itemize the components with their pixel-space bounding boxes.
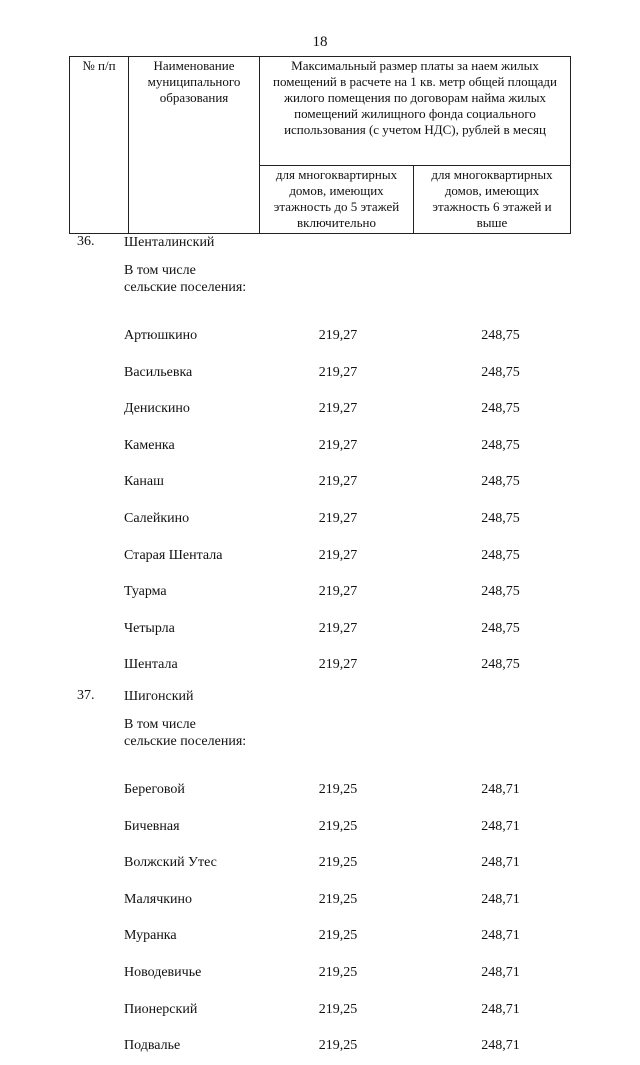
table-row: [69, 882, 570, 919]
table-row: [69, 538, 570, 575]
table-row: [69, 772, 570, 809]
settlement-name: Волжский Утес: [124, 855, 217, 871]
price-up-to-5-floors: 219,27: [318, 328, 358, 343]
header-sub-col-2: для многоквартирных домов, имеющих этажность 6 этажей и выше: [414, 166, 571, 234]
table-row: [69, 845, 570, 882]
price-up-to-5-floors: 219,27: [318, 620, 358, 636]
price-up-to-5-floors: 219,25: [318, 964, 358, 980]
settlement-name: Береговой: [124, 781, 185, 797]
page-number: 18: [312, 34, 328, 50]
district-row: [69, 234, 570, 258]
table-row: [69, 992, 570, 1029]
table-row: [69, 1028, 570, 1065]
district-number: 37.: [77, 687, 95, 703]
price-6-floors-and-above: 248,71: [481, 964, 520, 980]
table-row: [69, 391, 570, 428]
settlement-name: Пионерский: [124, 1001, 198, 1017]
price-up-to-5-floors: 219,27: [318, 401, 358, 417]
settlement-name: Канаш: [124, 474, 164, 490]
price-up-to-5-floors: 219,25: [318, 1038, 358, 1054]
settlement-name: Муранка: [124, 928, 177, 944]
price-6-floors-and-above: 248,71: [481, 891, 520, 907]
settlement-name: Бичевная: [124, 818, 180, 834]
table-row: [69, 355, 570, 392]
settlement-name: Шентала: [124, 657, 178, 673]
price-up-to-5-floors: 219,27: [318, 364, 358, 380]
header-col-price: Максимальный размер платы за наем жилых помещений в расчете на 1 кв. метр общей площади жилого помещения по договорам найма жилых помещений жилищного фонда социального использования (с учетом НДС), рублей в месяц: [260, 57, 571, 166]
settlement-name: Денискино: [124, 401, 190, 417]
table-row: [69, 318, 570, 355]
table-row: [69, 428, 570, 465]
price-up-to-5-floors: 219,27: [318, 657, 358, 673]
price-6-floors-and-above: 248,75: [481, 620, 520, 636]
price-6-floors-and-above: 248,71: [481, 1001, 520, 1017]
price-6-floors-and-above: 248,75: [481, 364, 520, 380]
price-up-to-5-floors: 219,25: [318, 891, 358, 907]
price-6-floors-and-above: 248,75: [481, 401, 520, 417]
subheading-text: В том числе сельские поселения:: [124, 263, 247, 295]
table-row: [69, 611, 570, 648]
settlement-name: Салейкино: [124, 510, 190, 526]
subheading-row: [69, 258, 570, 318]
table-row: [69, 809, 570, 846]
subheading-row: [69, 712, 570, 772]
district-name: Шигонский: [124, 688, 194, 704]
price-6-floors-and-above: 248,75: [481, 474, 520, 490]
table-row: [69, 464, 570, 501]
price-up-to-5-floors: 219,27: [318, 474, 358, 490]
settlement-name: Туарма: [124, 584, 167, 600]
price-6-floors-and-above: 248,75: [481, 328, 520, 343]
settlement-name: Старая Шентала: [124, 547, 223, 563]
price-up-to-5-floors: 219,25: [318, 928, 358, 944]
table-row: [69, 574, 570, 611]
settlement-name: Каменка: [124, 437, 175, 453]
district-name: Шенталинский: [124, 235, 215, 250]
settlement-name: Подвалье: [124, 1038, 181, 1054]
price-6-floors-and-above: 248,71: [481, 818, 520, 834]
price-up-to-5-floors: 219,27: [318, 510, 358, 526]
settlement-name: Малячкино: [124, 891, 193, 907]
price-6-floors-and-above: 248,75: [481, 437, 520, 453]
price-6-floors-and-above: 248,71: [481, 1038, 520, 1054]
price-up-to-5-floors: 219,27: [318, 437, 358, 453]
table-row: [69, 647, 570, 684]
price-up-to-5-floors: 219,25: [318, 1001, 358, 1017]
price-up-to-5-floors: 219,25: [318, 855, 358, 871]
price-6-floors-and-above: 248,71: [481, 781, 520, 797]
price-6-floors-and-above: 248,71: [481, 928, 520, 944]
header-col-name: Наименование муниципального образования: [129, 57, 260, 234]
table-row: [69, 955, 570, 992]
table-row: [69, 501, 570, 538]
settlement-name: Новодевичье: [124, 964, 202, 980]
price-up-to-5-floors: 219,25: [318, 818, 358, 834]
settlement-name: Четырла: [124, 620, 175, 636]
price-6-floors-and-above: 248,75: [481, 547, 520, 563]
price-6-floors-and-above: 248,75: [481, 510, 520, 526]
header-col-number: № п/п: [70, 57, 129, 234]
header-sub-col-1: для многоквартирных домов, имеющих этажность до 5 этажей включительно: [260, 166, 414, 234]
price-6-floors-and-above: 248,75: [481, 657, 520, 673]
subheading-text: В том числе сельские поселения:: [124, 716, 247, 749]
settlement-name: Васильевка: [124, 364, 193, 380]
price-6-floors-and-above: 248,75: [481, 584, 520, 600]
table-header: [69, 56, 571, 234]
settlement-name: Артюшкино: [124, 328, 198, 343]
price-up-to-5-floors: 219,27: [318, 584, 358, 600]
table-row: [69, 918, 570, 955]
price-up-to-5-floors: 219,27: [318, 547, 358, 563]
table-body: [69, 234, 570, 1065]
district-row: [69, 688, 570, 712]
district-number: 36.: [77, 234, 95, 249]
price-up-to-5-floors: 219,25: [318, 781, 358, 797]
price-6-floors-and-above: 248,71: [481, 855, 520, 871]
